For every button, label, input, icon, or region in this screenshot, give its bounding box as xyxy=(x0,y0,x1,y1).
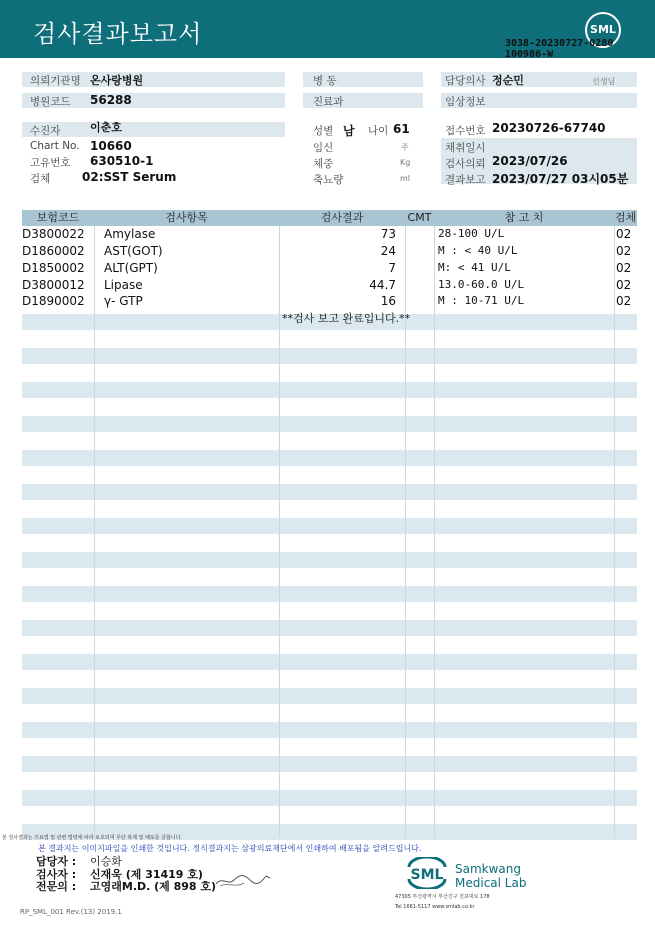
col-header-reference: 참 고 치 xyxy=(504,211,544,224)
patient-name: 이춘호 xyxy=(90,121,122,134)
specimen-code: 02 xyxy=(616,278,632,292)
ward-label: 병 동 xyxy=(313,75,337,87)
weight-unit: Kg xyxy=(400,158,411,167)
request-label: 검사의뢰 xyxy=(445,158,486,170)
fineprint-notice: 본 검사결과는 의료법 및 관련 법령에 따라 보호되며 무단 복제 및 배포를 금합니다. xyxy=(2,835,183,841)
table-stripe xyxy=(22,382,637,398)
column-divider xyxy=(94,226,95,838)
sml-logo-icon: SML xyxy=(585,12,621,48)
insurance-code: D3800022 xyxy=(22,227,85,241)
hospital-name: 온사랑병원 xyxy=(90,74,144,87)
table-stripe xyxy=(22,722,637,738)
doctor-label: 담당의사 xyxy=(445,75,486,87)
report-complete-note: **검사 보고 완료입니다.** xyxy=(282,312,411,325)
sex-value: 남 xyxy=(343,124,355,138)
table-stripe xyxy=(22,552,637,568)
collect-label: 채취일시 xyxy=(445,142,486,154)
samkwang-logo-icon xyxy=(405,857,449,889)
chart-no-label: Chart No. xyxy=(30,140,80,152)
report-date: 2023/07/27 03시05분 xyxy=(492,172,629,186)
specialist-name: 고영래M.D. (제 898 호) xyxy=(90,880,217,893)
specimen-type: 02:SST Serum xyxy=(82,170,177,184)
test-item: Lipase xyxy=(104,278,143,292)
column-divider xyxy=(279,226,280,838)
insurance-code: D1850002 xyxy=(22,261,85,275)
insurance-code: D1890002 xyxy=(22,294,85,308)
test-item: Amylase xyxy=(104,227,156,241)
doctor-name: 정순민 xyxy=(492,74,524,87)
document-number: 3038-20230727-0280 100986-W xyxy=(505,38,614,60)
insurance-code: D1860002 xyxy=(22,244,85,258)
examiner-label: 검사자 : xyxy=(36,868,77,881)
col-header-item: 검사항목 xyxy=(165,211,208,224)
table-stripe xyxy=(22,654,637,670)
request-date: 2023/07/26 xyxy=(492,154,568,168)
report-label: 결과보고 xyxy=(445,174,486,186)
test-item: AST(GOT) xyxy=(104,244,163,258)
test-item: γ- GTP xyxy=(104,294,143,308)
test-item: ALT(GPT) xyxy=(104,261,158,275)
insurance-code: D3800012 xyxy=(22,278,85,292)
dept-label: 진료과 xyxy=(313,96,344,108)
page-title: 검사결과보고서 xyxy=(33,20,203,48)
test-result: 44.7 xyxy=(369,278,396,292)
reference-range: M : 10-71 U/L xyxy=(438,294,525,307)
lab-phone: Tel 1661-5117 www.smlab.co.kr xyxy=(395,904,475,910)
specimen-code: 02 xyxy=(616,244,632,258)
col-header-result: 검사결과 xyxy=(320,211,364,224)
form-revision: RP_SML_001 Rev.(13) 2019.1 xyxy=(20,908,122,916)
hospital-code-label: 병원코드 xyxy=(30,96,71,108)
reference-range: 13.0-60.0 U/L xyxy=(438,278,525,291)
table-stripe xyxy=(22,450,637,466)
lab-address: 47305 부산광역시 부산진구 전포대로 178 xyxy=(395,894,490,900)
print-notice: 본 결과지는 이미지파일을 인쇄한 것입니다. 정식결과지는 삼광의료재단에서 인쇄하여 배포됨을 알려드립니다. xyxy=(38,844,422,853)
unique-no-label: 고유번호 xyxy=(30,157,71,169)
specialist-label: 전문의 : xyxy=(36,880,77,893)
table-stripe xyxy=(22,586,637,602)
sex-label: 성별 xyxy=(313,125,334,137)
lab-name: Samkwang Medical Lab xyxy=(455,862,527,890)
examiner-name: 신재욱 (제 31419 호) xyxy=(90,868,203,881)
svg-text:SML: SML xyxy=(410,867,444,883)
signature-icon xyxy=(214,868,274,890)
table-stripe xyxy=(22,348,637,364)
specimen-code: 02 xyxy=(616,261,632,275)
receipt-no: 20230726-67740 xyxy=(492,121,606,135)
table-stripe xyxy=(22,518,637,534)
manager-label: 담당자 : xyxy=(36,855,77,868)
hospital-code: 56288 xyxy=(90,93,132,107)
receipt-label: 접수번호 xyxy=(445,125,486,137)
reference-range: M: < 41 U/L xyxy=(438,261,511,274)
pregnancy-label: 임신 xyxy=(313,142,334,154)
urine-unit: ml xyxy=(400,174,411,183)
test-result: 24 xyxy=(380,244,396,258)
table-stripe xyxy=(22,484,637,500)
specimen-code: 02 xyxy=(616,227,632,241)
hospital-label: 의뢰기관명 xyxy=(30,75,81,87)
pregnancy-unit: 주 xyxy=(401,143,409,152)
doctor-suffix: 선생님 xyxy=(592,77,616,86)
weight-label: 체중 xyxy=(313,158,334,170)
test-result: 73 xyxy=(380,227,396,241)
test-result: 7 xyxy=(388,261,396,275)
chart-no: 10660 xyxy=(90,139,132,153)
reference-range: M : < 40 U/L xyxy=(438,244,518,257)
test-result: 16 xyxy=(380,294,396,308)
patient-label: 수진자 xyxy=(30,125,61,137)
age-label: 나이 xyxy=(368,125,389,137)
table-stripe xyxy=(22,790,637,806)
col-header-specimen: 검체 xyxy=(614,211,637,224)
table-stripe xyxy=(22,416,637,432)
table-stripe xyxy=(22,620,637,636)
col-header-code: 보험코드 xyxy=(36,211,80,224)
manager-name: 이승화 xyxy=(90,855,122,868)
specimen-label: 검체 xyxy=(30,173,51,185)
unique-no: 630510-1 xyxy=(90,154,154,168)
reference-range: 28-100 U/L xyxy=(438,227,505,240)
age-value: 61 xyxy=(393,122,410,136)
table-stripe xyxy=(22,756,637,772)
table-stripe xyxy=(22,688,637,704)
specimen-code: 02 xyxy=(616,294,632,308)
column-divider xyxy=(614,226,615,838)
info-band xyxy=(22,122,285,137)
urine-label: 축뇨량 xyxy=(313,174,344,186)
col-header-cmt: CMT xyxy=(407,211,432,224)
column-divider xyxy=(434,226,435,838)
clinical-info-label: 임상정보 xyxy=(445,96,486,108)
